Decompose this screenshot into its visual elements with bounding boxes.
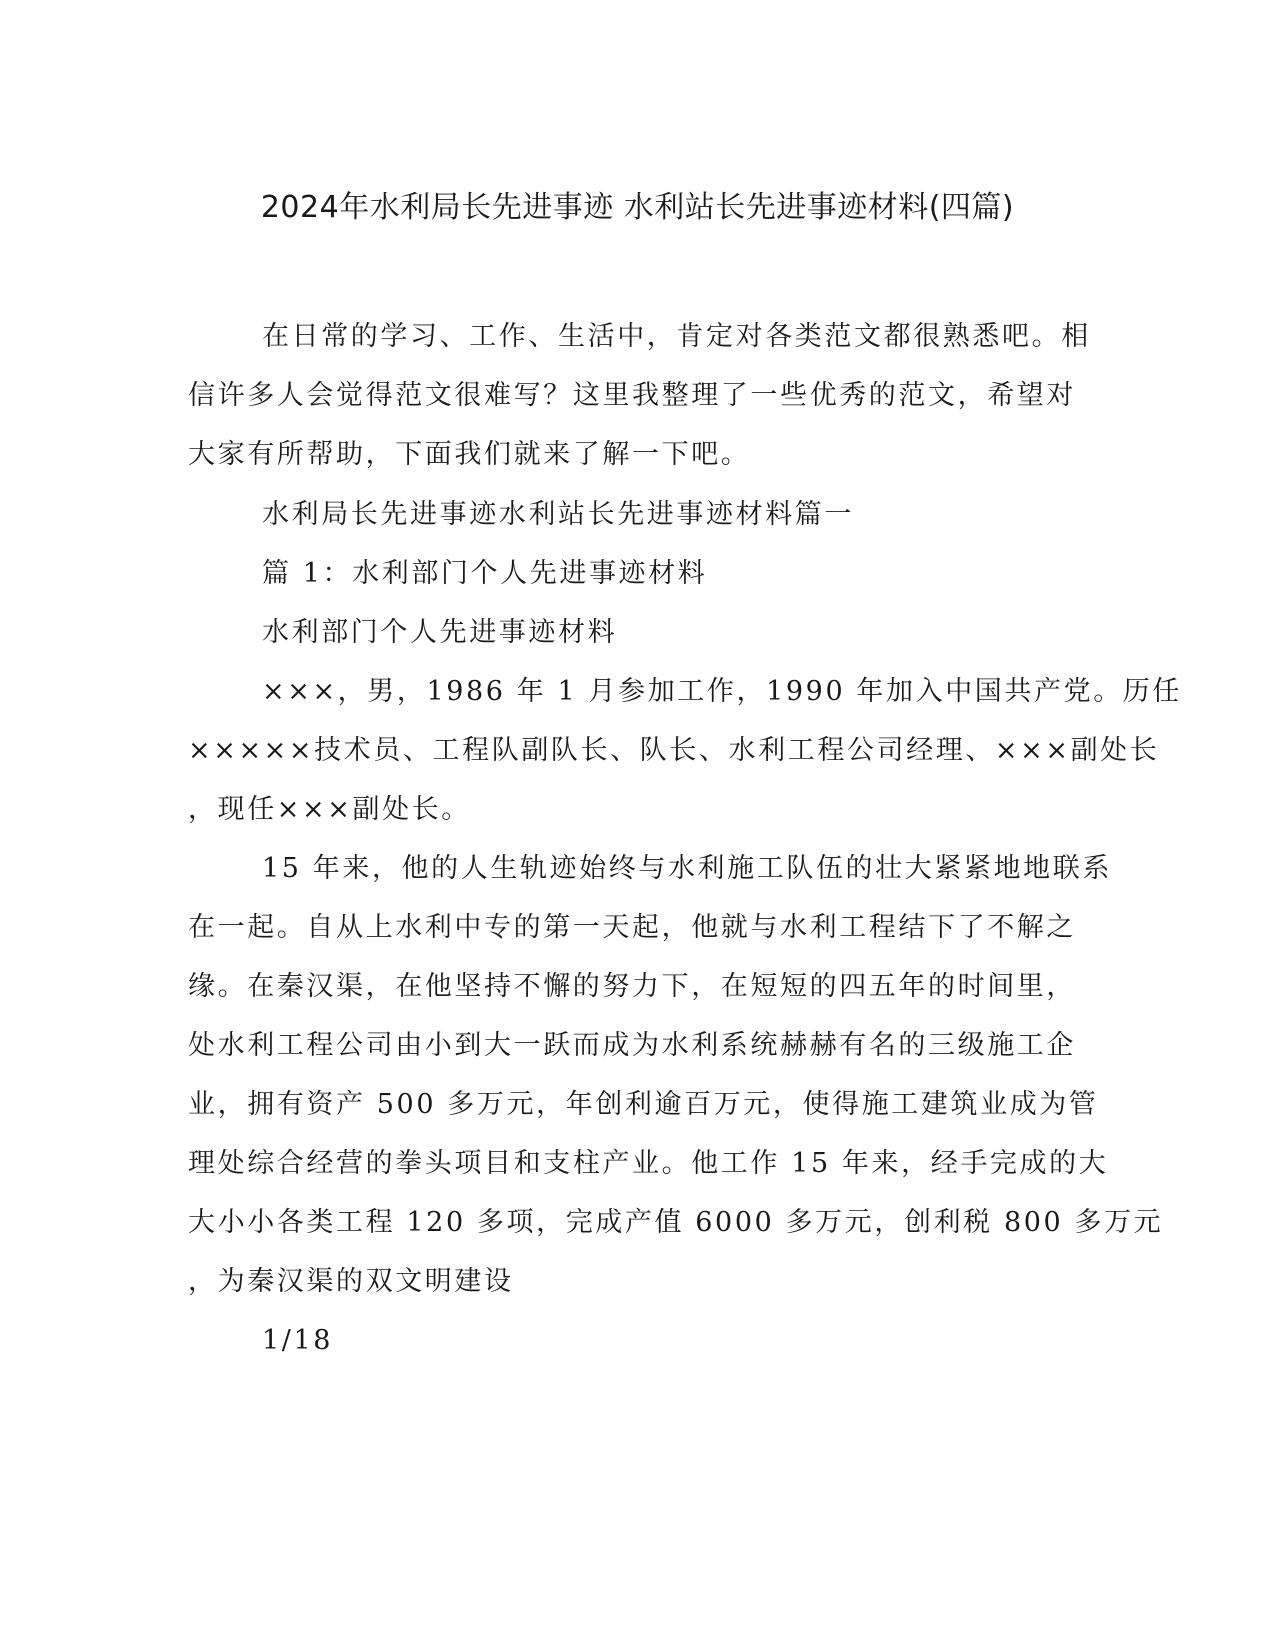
para1-line-3: ，现任×××副处长。 [188,794,471,825]
intro-line-3: 大家有所帮助，下面我们就来了解一下吧。 [188,439,751,470]
para2-line-6: 理处综合经营的拳头项目和支柱产业。他工作 15 年来，经手完成的大 [188,1148,1109,1179]
para2-line-2: 在一起。自从上水利中专的第一天起，他就与水利工程结下了不解之 [188,912,1076,943]
para2-line-5: 业，拥有资产 500 多万元，年创利逾百万元，使得施工建筑业成为管 [188,1089,1099,1120]
para1-line-2: ×××××技术员、工程队副队长、队长、水利工程公司经理、×××副处长 [188,735,1160,766]
para2-line-1: 15 年来，他的人生轨迹始终与水利施工队伍的壮大紧紧地地联系 [262,853,1112,884]
section-heading: 水利局长先进事迹水利站长先进事迹材料篇一 [262,499,854,530]
para1-line-1: ×××，男，1986 年 1 月参加工作，1990 年加入中国共产党。历任 [262,676,1183,707]
intro-line-2: 信许多人会觉得范文很难写？这里我整理了一些优秀的范文，希望对 [188,380,1076,411]
para2-line-4: 处水利工程公司由小到大一跃而成为水利系统赫赫有名的三级施工企 [188,1030,1076,1061]
para2-line-8: ，为秦汉渠的双文明建设 [188,1266,514,1297]
para2-line-3: 缘。在秦汉渠，在他坚持不懈的努力下，在短短的四五年的时间里， [188,971,1076,1002]
para2-line-7: 大小小各类工程 120 多项，完成产值 6000 多万元，创利税 800 多万元 [188,1207,1164,1238]
intro-line-1: 在日常的学习、工作、生活中，肯定对各类范文都很熟悉吧。相 [262,321,1091,352]
document-title: 2024年水利局长先进事迹 水利站长先进事迹材料(四篇) [260,190,1015,225]
article-label: 篇 1：水利部门个人先进事迹材料 [262,558,708,589]
article-title: 水利部门个人先进事迹材料 [262,617,618,648]
page-number: 1/18 [262,1325,334,1356]
